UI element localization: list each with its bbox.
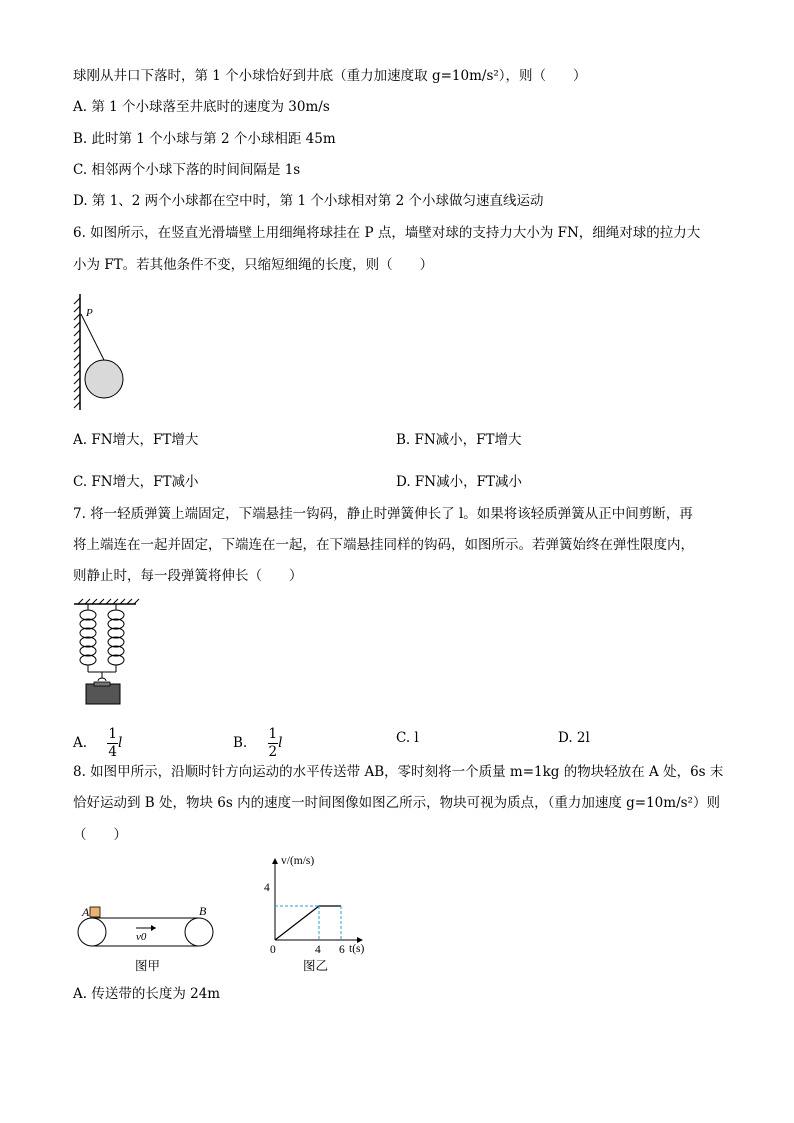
q5-option-d[interactable]: D. 第 1、2 两个小球都在空中时，第 1 个小球相对第 2 个小球做匀速直线运动 [73,193,544,209]
q7-stem-line1: 7. 将一轻质弹簧上端固定，下端悬挂一钩码，静止时弹簧伸长了 l。如果将该轻质弹簧从正中间剪断，再 [73,506,693,522]
q6-stem-line1: 6. 如图所示，在竖直光滑墙壁上用细绳将球挂在 P 点，墙壁对球的支持力大小为 FN，细绳对球的拉力大 [73,225,701,241]
q6-option-d[interactable]: D. FN减小，FT减小 [396,474,522,490]
y-axis-label: v/(m/s) [281,855,315,867]
block [90,907,100,917]
y-tick-4: 4 [264,882,270,894]
variable-l: l [278,735,283,751]
denominator: 4 [108,744,117,760]
denominator: 2 [268,744,278,760]
q8-vt-graph [255,852,380,976]
numerator: 1 [268,726,278,742]
q6-stem-line2: 小为 FT。若其他条件不变，只缩短细绳的长度，则（ ） [73,257,434,273]
q7-option-a-label: A. [73,735,88,751]
ball [85,360,123,398]
caption-yi: 图乙 [303,959,329,973]
q8-stem-line3: （ ） [73,827,127,843]
q8-option-a[interactable]: A. 传送带的长度为 24m [73,986,221,1002]
q5-option-a[interactable]: A. 第 1 个小球落至井底时的速度为 30m/s [73,99,330,115]
q7-option-b[interactable] [233,726,282,761]
q7-stem-line2: 将上端连在一起并固定，下端连在一起，在下端悬挂同样的钩码，如图所示。若弹簧始终在弹性限度内， [73,537,694,553]
left-roller [78,918,106,946]
q7-option-d[interactable]: D. 2l [558,730,590,746]
x-axis-label: t(s) [349,943,365,955]
caption-jia: 图甲 [135,959,161,973]
q7-option-a[interactable] [73,726,122,761]
variable-l: l [117,735,123,751]
label-b: B [199,904,207,918]
origin-label: 0 [270,944,276,956]
fraction-1-2 [268,726,279,761]
q6-option-a[interactable]: A. FN增大，FT增大 [73,432,199,448]
q7-springs-figure [72,598,142,710]
q8-stem-line2: 恰好运动到 B 处，物块 6s 内的速度一时间图像如图乙所示，物块可视为质点，（重力加速度 g=10m/s²）则 [73,795,720,811]
numerator: 1 [108,726,117,742]
label-v0: v0 [136,931,147,943]
fraction-1-4 [107,726,118,761]
weight [86,684,120,704]
q5-option-b[interactable]: B. 此时第 1 个小球与第 2 个小球相距 45m [73,131,336,147]
velocity-line [275,906,341,940]
q8-stem-line1: 8. 如图甲所示，沿顺时针方向运动的水平传送带 AB，零时刻将一个质量 m=1kg 的物块轻放在 A 处，6s 末 [73,764,724,780]
q6-option-b[interactable]: B. FN减小，FT增大 [396,432,522,448]
q7-option-c[interactable]: C. l [396,730,419,746]
q5-stem: 球刚从井口下落时，第 1 个小球恰好到井底（重力加速度取 g=10m/s²），则（ ） [73,68,587,84]
label-a: A [82,905,90,919]
label-p: P [86,307,93,319]
q6-wall-ball-figure [66,292,136,414]
rope [81,314,106,364]
q7-option-b-label: B. [233,735,248,751]
x-tick-4: 4 [315,944,321,956]
q8-conveyor-figure [72,900,222,976]
right-roller [185,918,213,946]
x-tick-6: 6 [339,944,345,956]
q7-stem-line3: 则静止时，每一段弹簧将伸长（ ） [73,568,303,584]
q5-option-c[interactable]: C. 相邻两个小球下落的时间间隔是 1s [73,162,301,178]
q6-option-c[interactable]: C. FN增大，FT减小 [73,474,199,490]
